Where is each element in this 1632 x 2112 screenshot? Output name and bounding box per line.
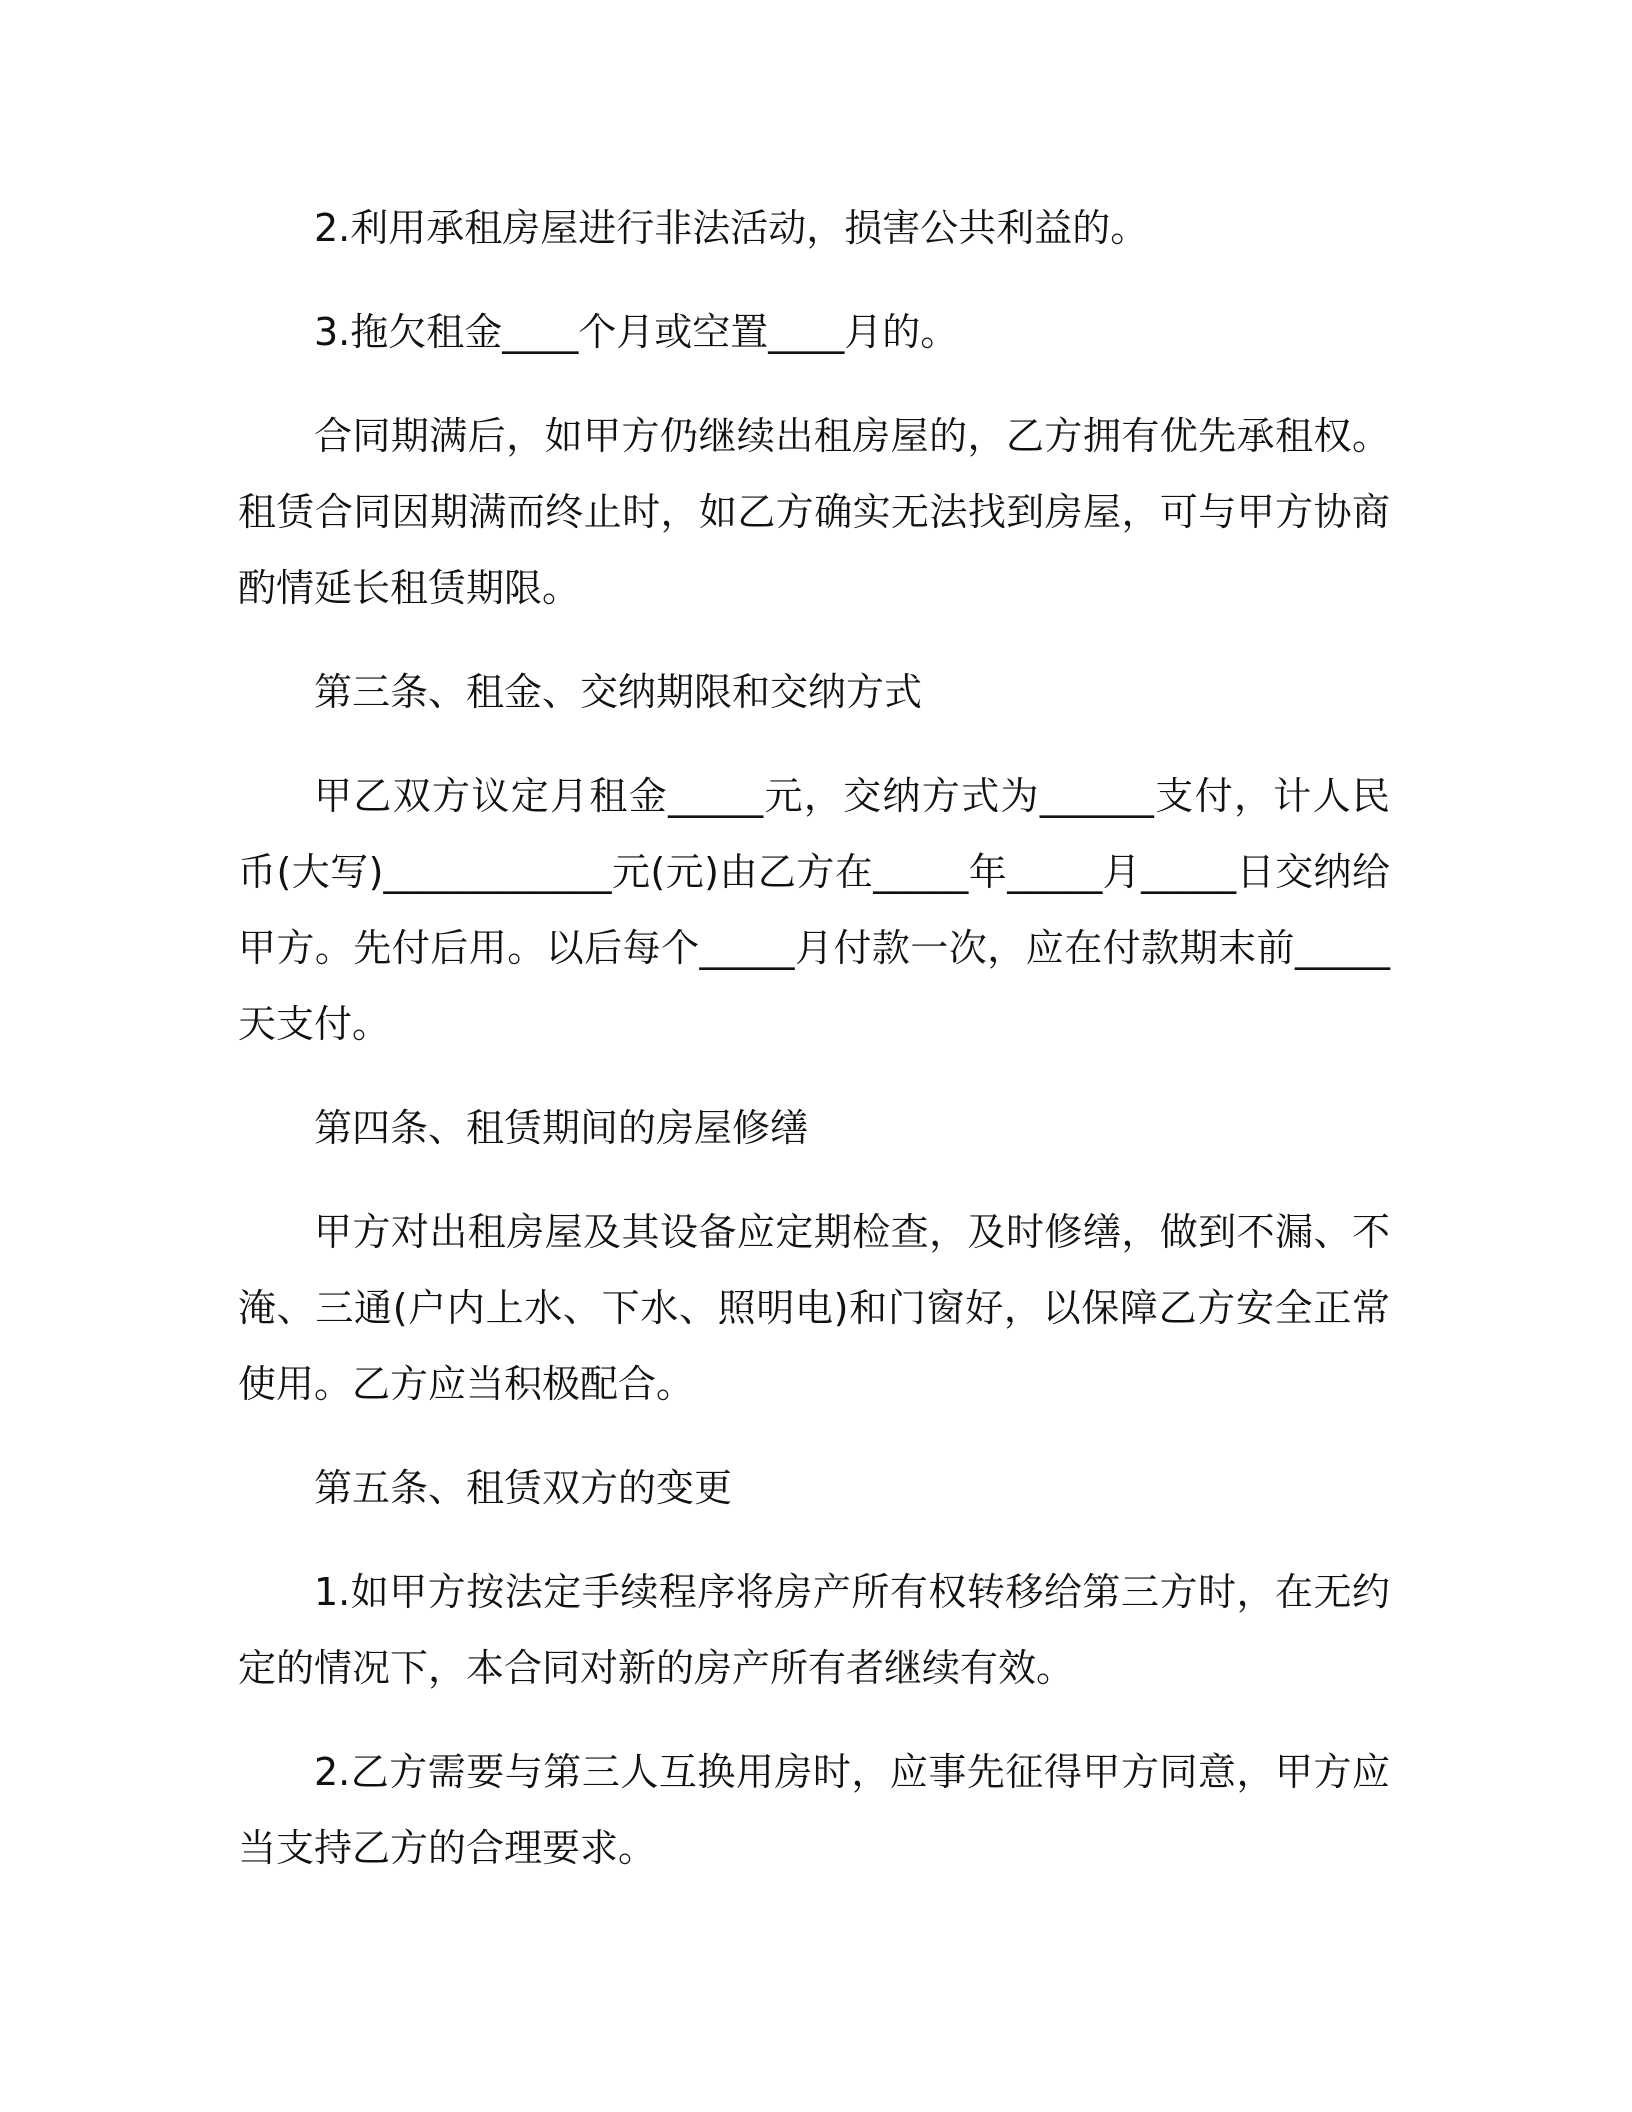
article-4-heading: 第四条、租赁期间的房屋修缮	[314, 1106, 809, 1150]
document-body	[238, 190, 1390, 1914]
paragraph-repairs: 甲方对出租房屋及其设备应定期检查，及时修缮，做到不漏、不淹、三通(户内上水、下水、照明电)和门窗好，以保障乙方安全正常使用。乙方应当积极配合。	[238, 1210, 1390, 1406]
article-3-heading: 第三条、租金、交纳期限和交纳方式	[314, 670, 923, 714]
clause-item-2-housing-exchange: 2.乙方需要与第三人互换用房时，应事先征得甲方同意，甲方应当支持乙方的合理要求。	[238, 1750, 1390, 1870]
paragraph-rent-payment: 甲乙双方议定月租金_____元，交纳方式为______支付，计人民币(大写)____________元(元)由乙方在_____年_____月_____日交纳给甲方。先付后用。以后每个_____月付款一次，应在付款期末前_____天支付。	[238, 774, 1390, 1046]
clause-item-1-ownership-transfer: 1.如甲方按法定手续程序将房产所有权转移给第三方时，在无约定的情况下，本合同对新的房产所有者继续有效。	[238, 1570, 1390, 1690]
clause-item-3-rent-arrears: 3.拖欠租金____个月或空置____月的。	[314, 310, 959, 354]
article-5-heading: 第五条、租赁双方的变更	[314, 1466, 733, 1510]
paragraph-lease-renewal: 合同期满后，如甲方仍继续出租房屋的，乙方拥有优先承租权。租赁合同因期满而终止时，如乙方确实无法找到房屋，可与甲方协商酌情延长租赁期限。	[238, 414, 1390, 610]
clause-item-2-illegal-use: 2.利用承租房屋进行非法活动，损害公共利益的。	[314, 206, 1149, 250]
